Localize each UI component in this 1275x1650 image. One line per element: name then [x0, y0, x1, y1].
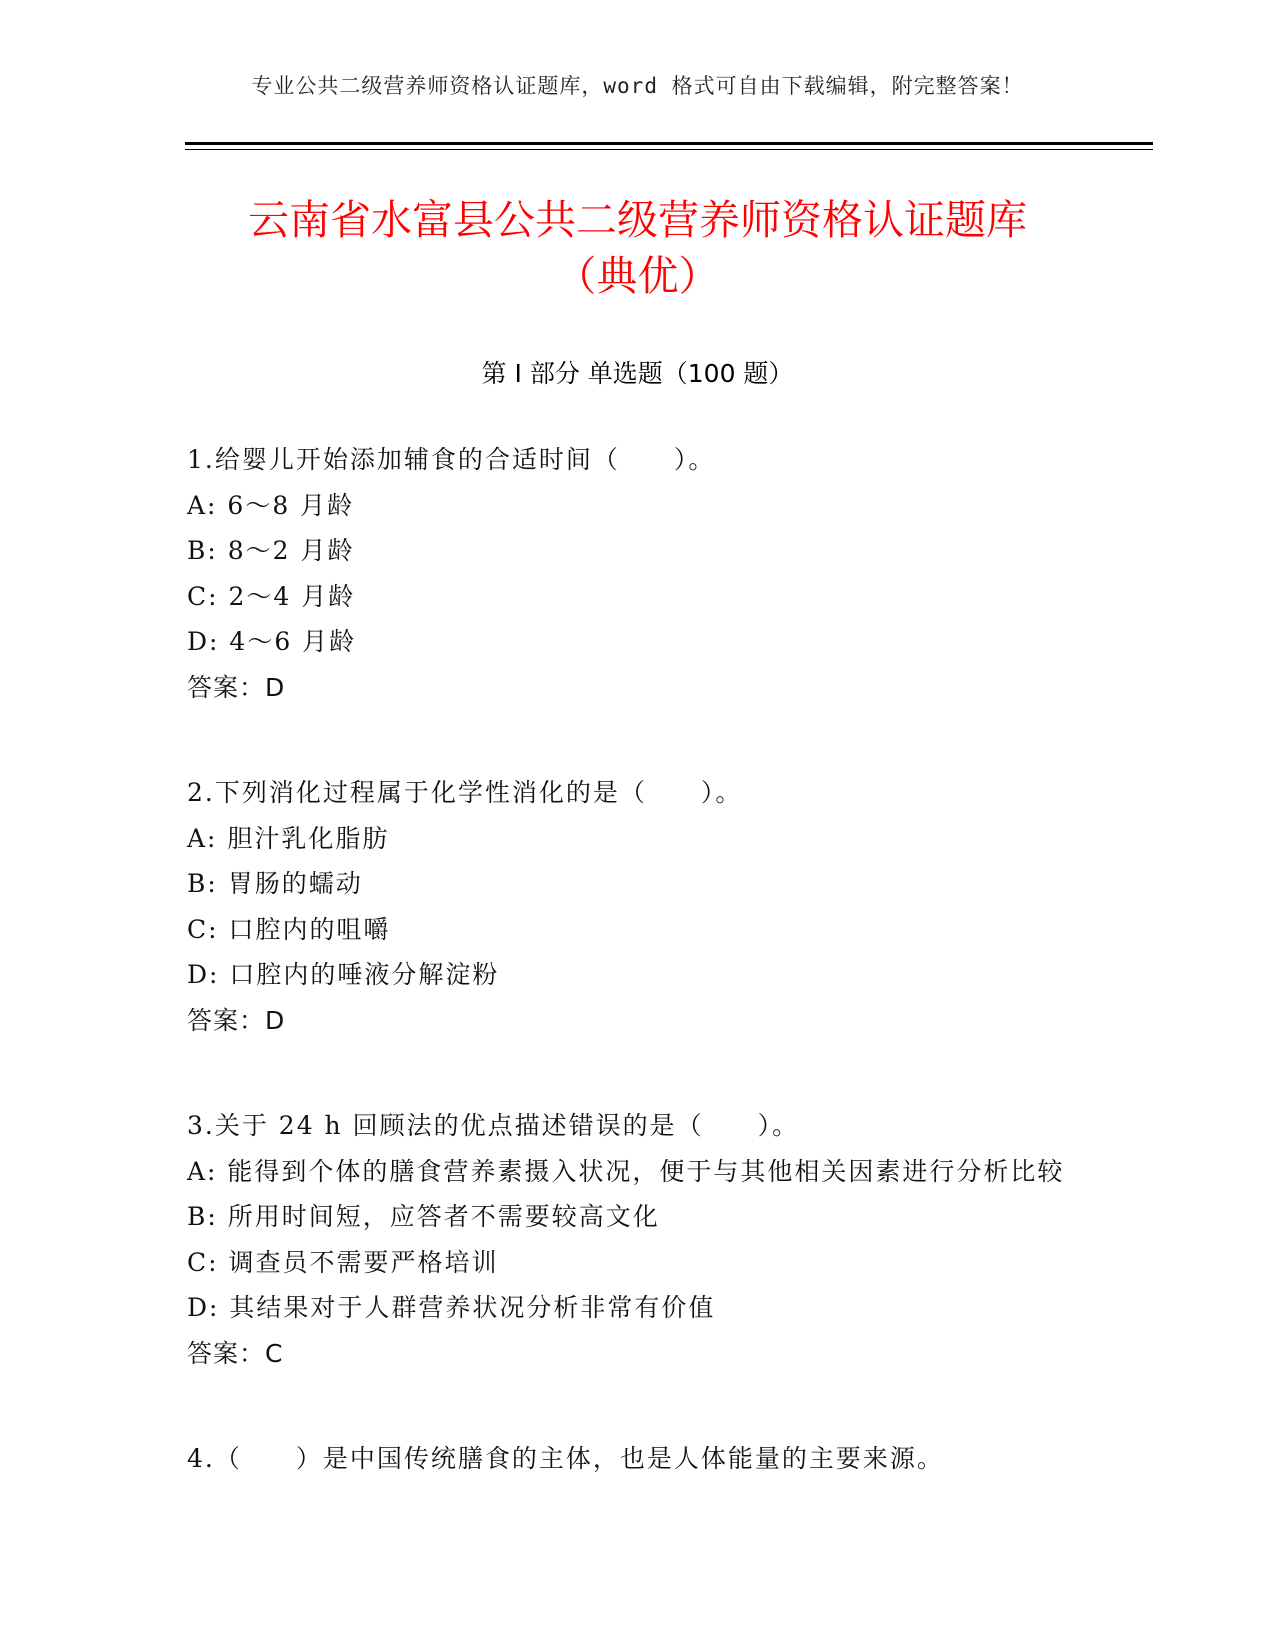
option-c: C: 调查员不需要严格培训: [187, 1247, 499, 1277]
question-stem: 1.给婴儿开始添加辅食的合适时间（ ）。: [187, 445, 716, 474]
option-a: A: 6～8 月龄: [187, 490, 355, 520]
option-a: A: 能得到个体的膳食营养素摄入状况，便于与其他相关因素进行分析比较: [187, 1156, 1065, 1186]
header-divider-thick: [185, 142, 1153, 145]
question-2: [187, 770, 1087, 1043]
document-title: [0, 192, 1275, 304]
option-c: C: 2～4 月龄: [187, 581, 356, 611]
option-b: B: 所用时间短，应答者不需要较高文化: [187, 1202, 660, 1231]
answer: 答案：D: [187, 672, 286, 702]
answer: 答案：C: [187, 1338, 284, 1368]
question-4: [187, 1436, 1087, 1482]
question-3: [187, 1103, 1087, 1376]
option-a: A: 胆汁乳化脂肪: [187, 823, 390, 853]
header-divider-thin: [185, 149, 1153, 150]
answer: 答案：D: [187, 1005, 286, 1035]
option-b: B: 8～2 月龄: [187, 536, 355, 565]
header-note: 专业公共二级营养师资格认证题库，word 格式可自由下载编辑，附完整答案！: [251, 74, 1024, 98]
option-b: B: 胃肠的蠕动: [187, 869, 363, 898]
option-d: D: 4～6 月龄: [187, 627, 357, 656]
option-c: C: 口腔内的咀嚼: [187, 914, 391, 944]
title-line-1: 云南省水富县公共二级营养师资格认证题库: [248, 196, 1027, 244]
option-d: D: 口腔内的唾液分解淀粉: [187, 960, 500, 989]
question-1: [187, 437, 1087, 710]
question-stem: 4.（ ）是中国传统膳食的主体，也是人体能量的主要来源。: [187, 1444, 944, 1473]
option-d: D: 其结果对于人群营养状况分析非常有价值: [187, 1293, 716, 1322]
question-stem: 2.下列消化过程属于化学性消化的是（ ）。: [187, 778, 743, 807]
question-stem: 3.关于 24 h 回顾法的优点描述错误的是（ ）。: [187, 1111, 800, 1140]
question-list: [187, 437, 1087, 1542]
section-title: 第 I 部分 单选题（100 题）: [481, 359, 794, 388]
title-line-2: （典优）: [555, 252, 720, 300]
